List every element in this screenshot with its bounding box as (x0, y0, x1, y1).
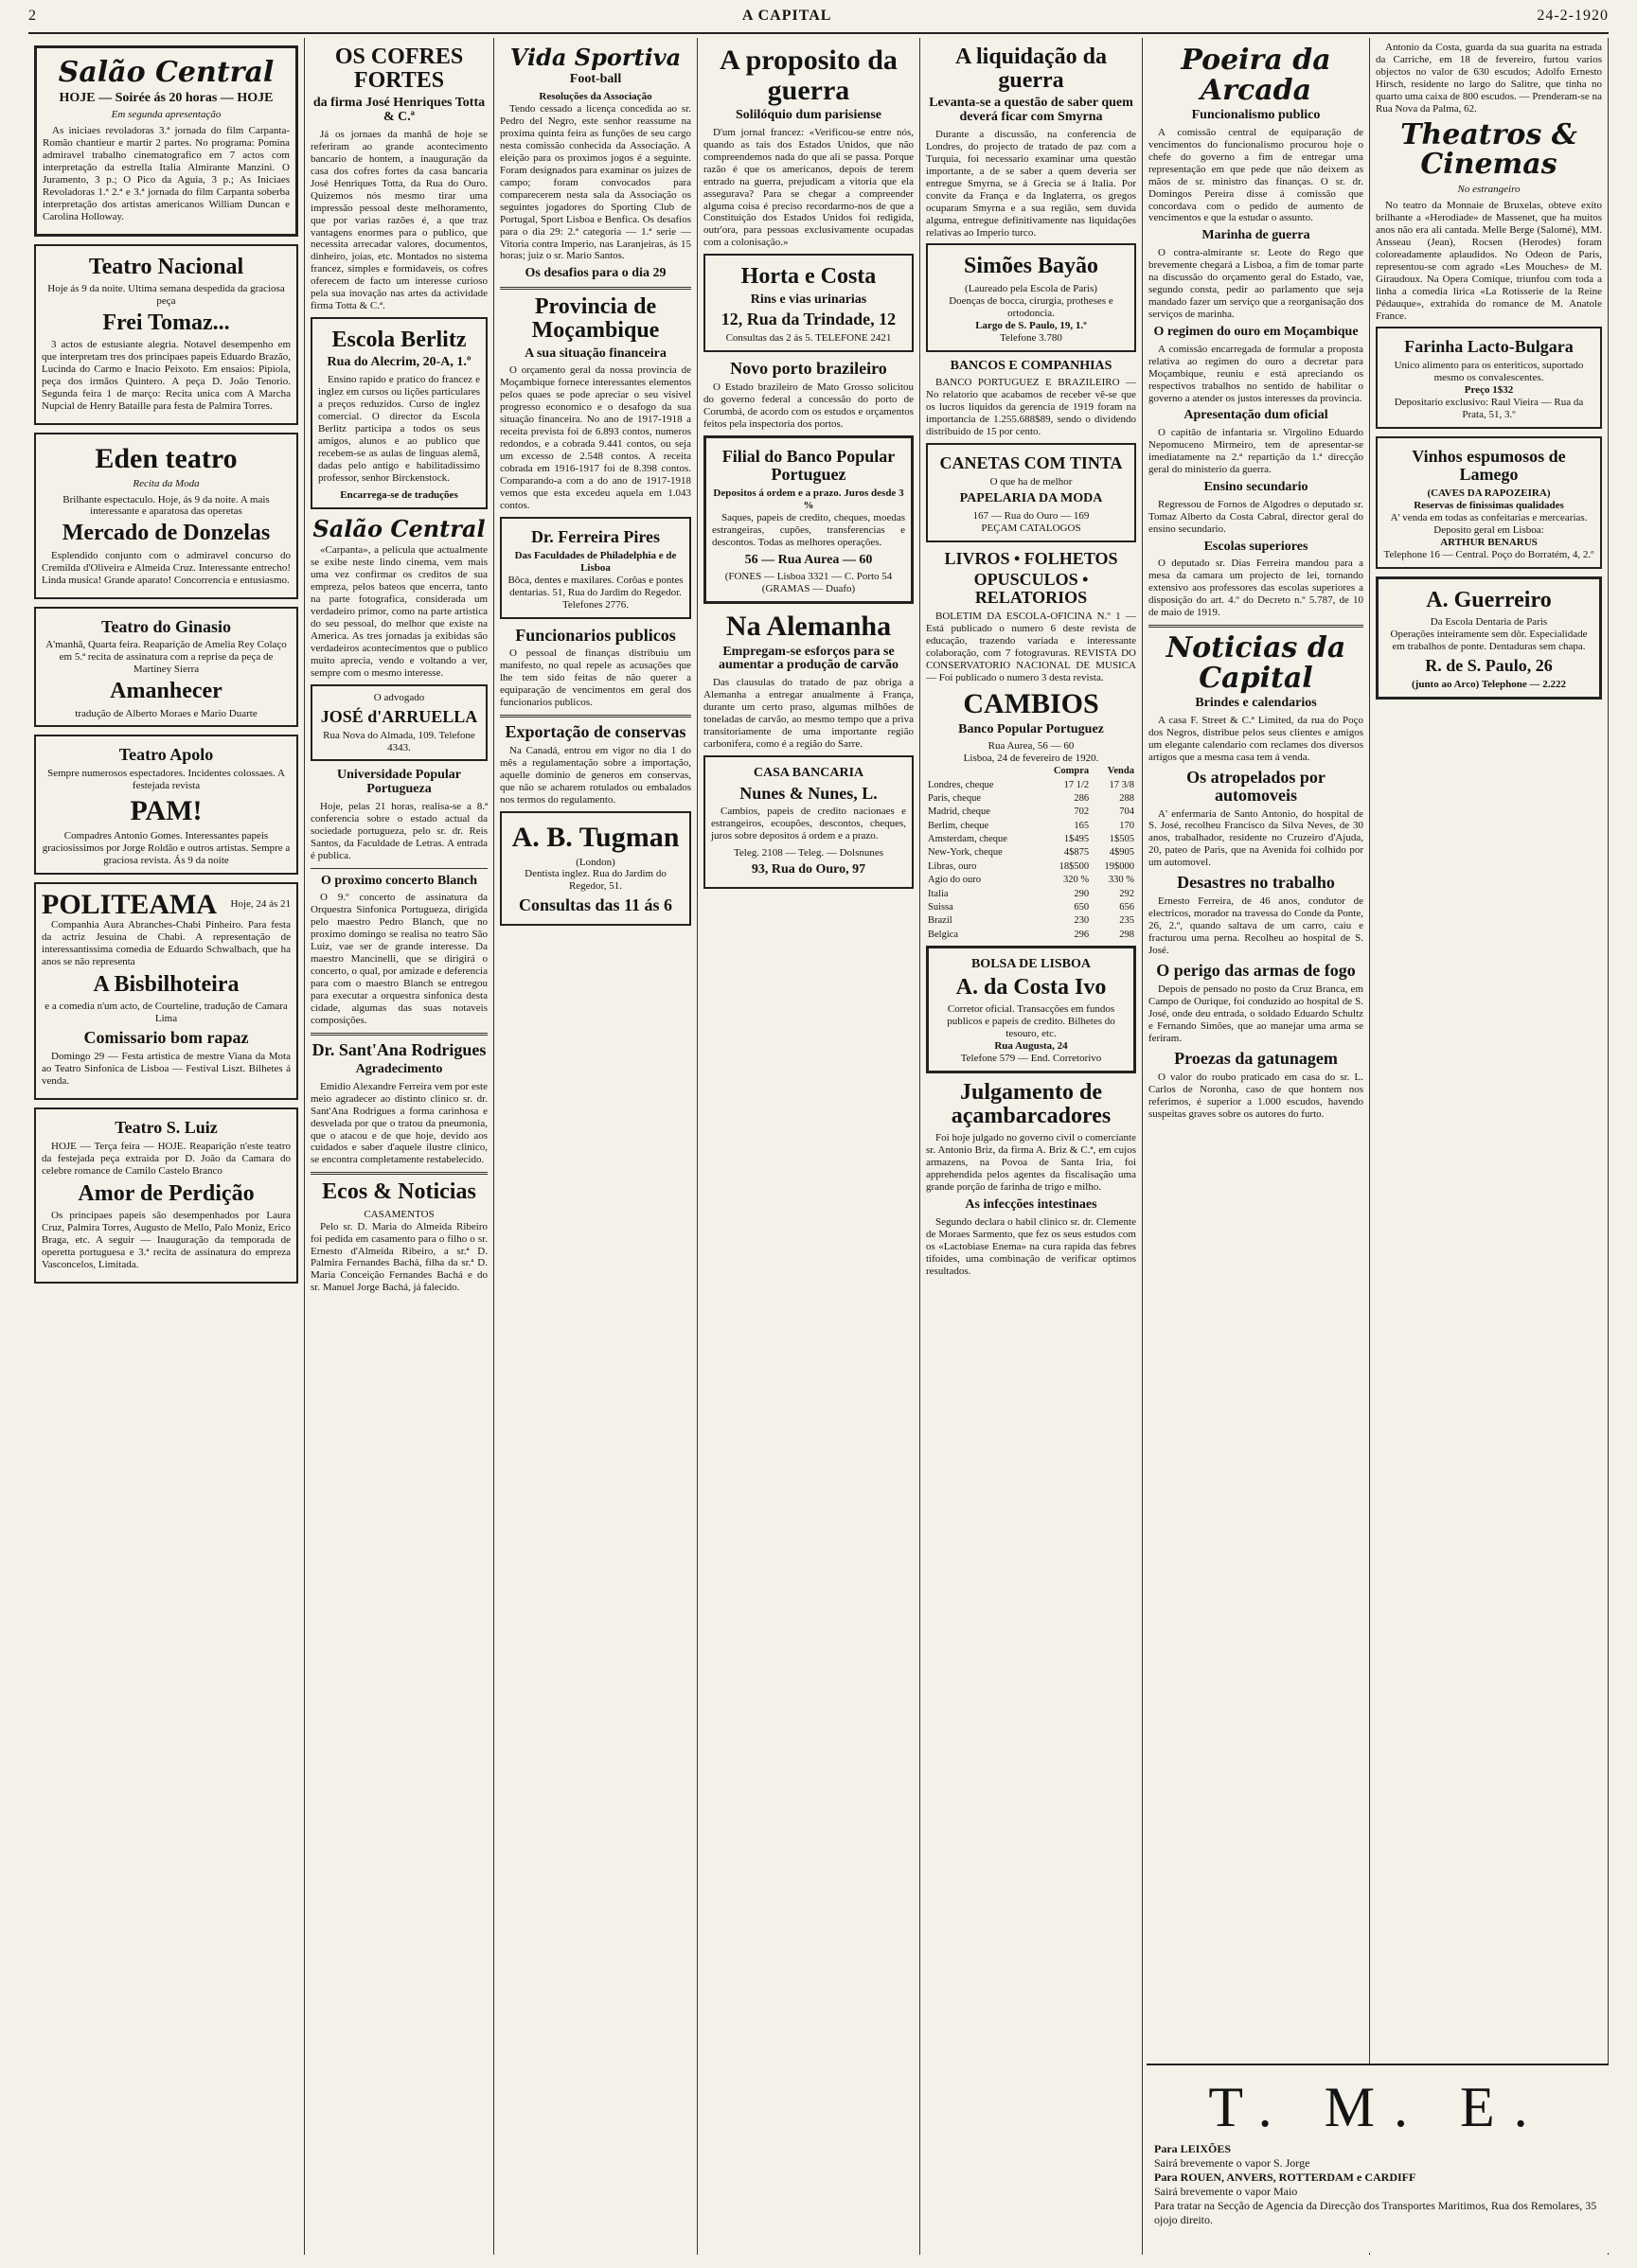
tme-line1-label: Para LEIXÕES (1154, 2142, 1232, 2155)
cambios-header-cell: Venda (1107, 766, 1134, 777)
masthead (28, 0, 1609, 34)
horta-addr: 12, Rua da Trindade, 12 (721, 310, 897, 329)
santana-text: Emidio Alexandre Ferreira vem por este meio agradecer ao distinto clinico sr. dr. Sant'Ana Rodrigues a forma carinhosa e desvelada por que o tratou da pneumonia, que o atacou e de que hoje, devido aos cuidados e saber d'aquele ilustre clinico, se encontra completamente restabelecido. (311, 1080, 488, 1166)
table-row (926, 888, 1136, 901)
tme-title: T. M. E. (1208, 2076, 1547, 2138)
tme-ad (1147, 2064, 1609, 2253)
bolsa-tel: Telefone 579 — End. Corretorivo (960, 1052, 1102, 1064)
table-row (926, 806, 1136, 819)
oficial-title: Apresentação dum oficial (1183, 408, 1328, 423)
provincia-text: O orçamento geral da nossa provincia de Moçambique fornece interessantes elementos pelos quaes se pode apreciar o seu visivel progresso economico e o desafogo da sua situação financeira. No ano de 1917-1918 a receita prevista foi de 6.893 contos, numeros redondos, e a cobrada 9.441 contos, ou seja um excesso de 2.548 contos. A receita cobrada em 1916-1917 foi de 8.398 contos. Comparando-a com a do ano de 1917-1918 vemos que esta excedeu aquela em 1.043 contos. (500, 364, 691, 511)
gatunagem-text: O valor do roubo praticado em casa do sr. L. Carlos de Noronha, caso de que hontem nos referimos, é superior a 1.000 escudos, havendo suspeitas graves sobre os autores do furto. (1148, 1071, 1363, 1120)
table-cell: Brazil (928, 915, 952, 927)
table-cell: Italia (928, 888, 949, 899)
cambios-addr: Rua Aurea, 56 — 60 (988, 740, 1075, 753)
proposito-title: A proposito da guerra (720, 44, 898, 106)
table-cell: 170 (1119, 820, 1134, 831)
liquidacao-sub: Levanta-se a questão de saber quem deverá ficar com Smyrna (929, 96, 1133, 125)
bancos-text: BANCO PORTUGUEZ E BRAZILEIRO — No relatorio que acabamos de receber vê-se que os lucros liquidos da gerencia de 1919 foram na importancia de 1.255.688$89, sendo o dividendo distribuido de 15 por cento. (926, 377, 1136, 438)
ferreira-title: Dr. Ferreira Pires (530, 526, 661, 546)
exportacao-text: Na Canadá, entrou em vigor no dia 1 do mês a regulamentação sobre a importação, aquelle dominio de generos em conservas, que não se acharem rotulados ou embalados nos termos do regulamento. (500, 745, 691, 806)
ferreira-ad (500, 517, 691, 619)
salao2-text: «Carpanta», a pelicula que actualmente se exibe neste lindo cinema, vem mais uma vez confirmar os creditos de sua empreza, pelos bateos que encerra, tanto na parte fotografica, considerada um verdadeiro primor, como na parte artistica do seu pessoal, do melhor que existe na America. As tres jornadas ja exibidas são verdadeiros acontecimentos que o publico muito aprecia, vendo e voltando a ver, sempre com o mesmo interesse. (311, 544, 488, 679)
apolo-text2: Compadres Antonio Gomes. Interessantes papeis graciosissimos por Jorge Roldão e outros artistas. Sempre a graciosa revista. Ás 9 da noite (42, 829, 291, 866)
table-cell: 296 (1074, 929, 1090, 940)
guerreiro-text: Operações inteiramente sem dôr. Especialidade em trabalhos de ponte. Dentaduras sem chapa. (1390, 628, 1588, 652)
table-cell: 330 % (1108, 875, 1134, 886)
advogado-addr: Rua Nova do Almada, 109. Telefone 4343. (323, 729, 475, 753)
farinha-price: Preço 1$32 (1464, 384, 1514, 397)
column-1 (28, 38, 305, 2255)
cambios-rows (926, 779, 1136, 943)
table-row (926, 874, 1136, 887)
desastres-text: Ernesto Ferreira, de 46 anos, condutor de electricos, morador na travessa do Conde da Ponte, 26, 2.º, quando saltava de um carro, caiu e fracturou uma perna. Recolheu ao hospital de S. José. (1148, 895, 1363, 957)
berlitz-title: Escola Berlitz (331, 328, 467, 353)
farinha-addr: Depositario exclusivo: Raul Vieira — Rua da Prata, 51, 3.º (1394, 397, 1584, 421)
guerreiro-title: A. Guerreiro (1426, 587, 1552, 612)
simoes-title: Simões Bayão (963, 254, 1098, 279)
nacional-lines: Hoje ás 9 da noite. Ultima semana despedida da graciosa peça (47, 283, 285, 308)
cambios-date: Lisboa, 24 de fevereiro de 1920. (963, 753, 1099, 765)
eden-text2: Esplendido conjunto com o admiravel concurso do Cremilda d'Oliveira e Almeida Cruz. Interessante entrecho! Linda musica! Grande aparato! Concorrencia e entusiasmo. (42, 549, 291, 586)
table-cell: 19$000 (1104, 860, 1134, 872)
ginasio-title: Teatro do Ginasio (100, 616, 232, 636)
horta-ad (703, 254, 914, 352)
table-row (926, 779, 1136, 792)
ginasio-show: Amanhecer (110, 679, 222, 704)
tme-line3-text: Para tratar na Secção de Agencia da Direcção dos Transportes Maritimos, Rua dos Remolares, 35 ojojo direito. (1154, 2199, 1597, 2226)
politeama-show: A Bisbilhoteira (93, 972, 240, 998)
infeccoes-title: As infecções intestinaes (965, 1196, 1097, 1212)
column-2 (305, 38, 494, 2255)
noticias-text: A casa F. Street & C.ª Limited, da rua do Poço dos Negros, distribue pelos seus clientes e amigos um elegante calendario com reclames dos diversos artigos que a mesma casa tem á venda. (1148, 714, 1363, 763)
advogado-title: O advogado (373, 691, 425, 703)
eden-text: Brilhante espectaculo. Hoje, ás 9 da noite. A mais interessante e aparatosa das operetas (62, 493, 270, 518)
canetas-addr: 167 — Rua do Ouro — 169 (972, 509, 1090, 522)
nacional-title: Teatro Nacional (88, 254, 244, 279)
bolsa-text: Corretor oficial. Transacções em fundos publicos e papeis de credito. Bilhetes do tesouro, etc. (947, 1002, 1115, 1039)
table-cell: New-York, cheque (928, 847, 1003, 859)
poeira-title: Poeira da Arcada (1181, 44, 1331, 107)
table-cell: Libras, ouro (928, 860, 977, 872)
salao-title: Salão Central (58, 56, 275, 89)
bancaria-sub: Nunes & Nunes, L. (739, 783, 878, 803)
infeccoes-text: Segundo declara o habil clinico sr. dr. Clemente de Moraes Sarmento, que fez os seus estudos com os «Lactobiase Enema» na cura rapida das febres tifoides, uma combinação de verificar optimos resultados. (926, 1215, 1136, 1277)
vinhos-text: A' venda em todas as confeitarias e mercearias. Deposito geral em Lisboa: (1390, 511, 1588, 536)
guerreiro-tel: (junto ao Arco) Telephone — 2.222 (1412, 678, 1566, 690)
table-cell: 320 % (1063, 875, 1090, 886)
teatro-nacional-ad (34, 244, 298, 425)
politeama-text2: e a comedia n'um acto, de Courteline, tradução de Camara Lima (44, 1001, 288, 1025)
politeama-show2: Comissario bom rapaz (83, 1028, 249, 1048)
superior-text: O deputado sr. Dias Ferreira mandou para a mesa da camara um projecto de lei, tornando extensivo aos professores das escolas superiores a disposição do art. 4.º do Decreto n.º 5.787, de 10 de maio de 1919. (1148, 558, 1363, 619)
superior-title: Escolas superiores (1203, 539, 1308, 554)
page-number: 2 (28, 8, 37, 24)
desafios-title: Os desafios para o dia 29 (525, 266, 667, 281)
nacional-text: 3 actos de estusiante alegria. Notavel desempenho em que interpretam tres dos principaes papeis Eduardo Brazão, Lucinda do Carmo e Inacio Peixoto. Em ensaios: Pipiola, peça dos irmãos Quintero. A peça D. João Tenorio. Segunda feira 1 de março: Recita unica com A Marcha Nupcial de Henry Bataille para festa de Palmira Torres. (42, 339, 291, 413)
table-row (926, 820, 1136, 833)
table-cell: 230 (1074, 915, 1090, 927)
eden-title: Eden teatro (95, 443, 238, 475)
table-cell: Belgica (928, 929, 959, 940)
table-row (926, 901, 1136, 914)
table-row (926, 929, 1136, 942)
bancaria-title: CASA BANCARIA (753, 765, 864, 780)
vinhos-addr: Telephone 16 — Central. Poço do Borratém, 4, 2.º (1383, 548, 1594, 560)
apolo-title: Teatro Apolo (118, 745, 214, 765)
oficial-text: O capitão de infantaria sr. Virgolino Eduardo Nepomuceno Mirmeiro, tem de apresentar-se imediatamente na 2.ª repartição da 1.ª direcção geral do ministerio da guerra. (1148, 427, 1363, 476)
cofres-title: OS COFRES FORTES (334, 44, 464, 94)
cambios-header-cell: Compra (1053, 766, 1090, 777)
table-cell: 1$505 (1109, 834, 1134, 844)
canetas-text: PAPELARIA DA MODA (959, 490, 1103, 505)
tugman-title: A. B. Tugman (511, 822, 680, 854)
table-cell: 702 (1074, 806, 1090, 818)
cambios-table (926, 765, 1136, 942)
table-cell: Madrid, cheque (928, 806, 990, 818)
salao-when: HOJE — Soirée ás 20 horas — HOJE (59, 90, 274, 105)
ecos-text: Pelo sr. D. Maria do Almeida Ribeiro foi pedida em casamento para o filho o sr. Ernesto d'Almeida Ribeiro, a sr.ª D. Palmira Fernandes Bachá, filha da sr.ª D. Maria Conceição Fernandes Bachá e do sr. Manuel Jorge Bachá, já falecido. (311, 1220, 488, 1294)
salao-lines: As iniciaes revoladoras 3.ª jornada do film Carpanta-Romão chantieur e martir 2 partes. No programa: Pomina admiravel trabalho cinematografico em 7 actos com interpretação da estrella Italia Almirante Manzini. O Juramento, 3 p.; O Pico da Aguia, 3 p.; As Iniciaes Revoladoras 1.ª 2.ª e 3.ª jornada do film Carpanta soberba interpretação dos artistas americanos William Duncan e Carolina Holloway. (43, 125, 290, 222)
canetas-sub: O que ha de melhor (989, 475, 1073, 487)
apolo-show: PAM! (130, 795, 203, 827)
tme-line2-label: Para ROUEN, ANVERS, ROTTERDAM e CARDIFF (1154, 2171, 1416, 2184)
funcionarios-text: O pessoal de finanças distribuiu um manifesto, no qual repele as acusações que lhe tem sido feitas de não querer a equiparação de vencimentos em geral dos funcionarios publicos. (500, 647, 691, 709)
eden-teatro-ad (34, 433, 298, 599)
eden-sub: Recita da Moda (133, 477, 200, 489)
ginasio-text2: tradução de Alberto Moraes e Mario Duarte (75, 707, 258, 719)
livros-title: LIVROS • FOLHETOS (944, 548, 1118, 568)
sluiz-show: Amor de Perdição (78, 1180, 255, 1206)
santana-title: Dr. Sant'Ana Rodrigues (311, 1040, 487, 1060)
table-cell: Agio do ouro (928, 875, 981, 886)
table-row (926, 792, 1136, 806)
concerto-title: O proximo concerto Blanch (320, 873, 477, 888)
table-cell: Amsterdam, cheque (928, 834, 1007, 844)
guerreiro-sub: Da Escola Dentaria de Paris (1430, 615, 1548, 628)
canetas-title: CANETAS COM TINTA (939, 453, 1123, 473)
politeama-title: POLITEAMA (42, 888, 218, 920)
table-cell: 298 (1119, 929, 1134, 940)
desastres-title: Desastres no trabalho (1177, 873, 1335, 893)
tugman-foot: Consultas das 11 ás 6 (518, 895, 673, 915)
ferreira-sub: Das Faculdades de Philadelphia e de Lisboa (514, 549, 677, 574)
ginasio-ad (34, 607, 298, 728)
guerreiro-ad (1376, 576, 1602, 700)
marinha-text: O contra-almirante sr. Leote do Rego que brevemente chegará a Lisboa, a fim de tomar parte na discussão do orçamento geral do Estado, vae, segundo consta, pedir ao parlamento que seja mandado fazer um serviço que a reorganisação dos serviços de marinha. (1148, 247, 1363, 320)
bolsa-title: BOLSA DE LISBOA (970, 957, 1092, 971)
table-cell: 18$500 (1059, 860, 1090, 872)
banco-title: Filial do Banco Popular Portuguez (721, 446, 896, 484)
santana-sub: Agradecimento (355, 1061, 443, 1076)
advogado-ad (311, 684, 488, 762)
berlitz-text: Ensino rapido e pratico do francez e inglez em cursos ou lições particulares a preços reduzidos. Curso de inglez comercial. O director da Escola Berlitz participa a todos os seus amigos, alunos e ao publico que recebem-se as aulas de linguas alemã, dadas pelo antigo e habilitadissimo professor, senhor Birckenstock. (318, 374, 480, 484)
teatros-text: No teatro da Monnaie de Bruxelas, obteve exito brilhante a «Herodiade» de Massenet, que ha muitos anos não era ali cantada. Melle Berge (Salomé), MM. Ansseau (Jean), Rocsen (Herodes) foram coloreadamente aplaudidos. No Odeon de Paris, representou-se com agrado «Les Mouches» de M. Giraudoux. Na Opera Comique, triunfou com toda a linha a comedia lirica «La Rotisserie de la Reine Pédauque», extrahida do romance de M. Anatole France. (1376, 199, 1602, 322)
bancaria-ad (703, 755, 914, 889)
col7-top-text: Antonio da Costa, guarda da sua guarita na estrada da Carriche, em 18 de fevereiro, furtou varios objectos no valor de 630 escudos; Adolfo Ernesto Hirsch, residente no largo do Salitre, que tinha no quarto uma caixa de 800 escudos. — Prenderam-se na Rua Nova da Palma, 62. (1376, 42, 1602, 115)
table-cell: 286 (1074, 792, 1090, 804)
secundario-title: Ensino secundario (1203, 480, 1308, 495)
issue-date: 24-2-1920 (1537, 8, 1609, 24)
eden-show: Mercado de Donzelas (62, 521, 271, 546)
canetas-foot: PEÇAM CATALOGOS (981, 522, 1081, 534)
table-cell: 17 3/8 (1109, 779, 1134, 790)
universidade-title: Universidade Popular Portugueza (336, 768, 462, 797)
teatros-sub: No estrangeiro (1457, 183, 1521, 195)
sluiz-text: HOJE — Terça feira — HOJE. Reaparição n'este teatro da festejada peça extraida por D. João da Camara do celebre romance de Camilo Castelo Branco (42, 1140, 291, 1177)
armas-text: Depois de pensado no posto da Cruz Branca, em Campo de Ourique, foi conduzido ao hospital de S. José, onde deu entrada, o soldado Eduardo Schultz e Fernando Simões, que ao manejar uma arma se feriram. (1148, 983, 1363, 1044)
table-cell: 1$495 (1063, 834, 1090, 844)
simoes-sub: (Laureado pela Escola de Paris) (965, 282, 1097, 294)
bolsa-sub: A. da Costa Ivo (955, 974, 1107, 1000)
berlitz-foot: Encarrega-se de traduções (340, 488, 458, 501)
provincia-title: Provincia de Moçambique (531, 294, 660, 344)
advogado-name: JOSÉ d'ARRUELLA (320, 706, 478, 726)
table-cell: Berlim, cheque (928, 820, 989, 831)
noticias-title: Noticias da Capital (1165, 631, 1346, 695)
banco-text: Saques, papeis de credito, cheques, moedas estrangeiras, cupões, transferencias e descontos. Todas as melhores operações. (712, 511, 905, 548)
cambios-header-cell (926, 765, 1039, 778)
column-3 (494, 38, 698, 2255)
berlitz-sub: Rua do Alecrim, 20-A, 1.º (327, 355, 472, 370)
atropelados-text: A' enfermaria de Santo Antonio, do hospital de S. José, recolheu Francisco da Silva Neves, de 30 anos, trabalhador, residente no Cruzeiro d'Ajuda, 20, pateo de Paris, que na Avenida foi colhido por um automovel. (1148, 807, 1363, 869)
column-5 (920, 38, 1143, 2255)
table-cell: 704 (1119, 806, 1134, 818)
proposito-sub: Solilóquio dum parisiense (735, 108, 882, 122)
table-cell: 165 (1074, 820, 1090, 831)
ouro-title: O regimen do ouro em Moçambique (1153, 324, 1359, 339)
politeama-date: Hoje, 24 ás 21 (230, 897, 291, 910)
column-6 (1143, 38, 1370, 2255)
bancos-title: BANCOS E COMPANHIAS (950, 358, 1112, 373)
alemanha-title: Na Alemanha (725, 611, 892, 643)
horta-text: Consultas das 2 ás 5. TELEFONE 2421 (725, 332, 892, 345)
table-cell: 288 (1119, 792, 1134, 804)
simoes-text: Doenças de bocca, cirurgia, protheses e ortodoncia. (949, 294, 1113, 319)
ecos-title: Ecos & Noticias (322, 1179, 476, 1205)
liquidacao-text: Durante a discussão, na conferencia de Londres, do projecto de tratado de paz com a Turquia, foi necessario examinar uma questão importante, a de se saber a quem deveria ser entregue Smyrna, se á Grecia se á Italia. Por convite da França e da Inglaterra, os gregos ocuparam Smyrna e a sua região, sem duvida alguma, entregue definitivamente nas liquidações relativas ao Imperio turco. (926, 128, 1136, 239)
cofres-text: Já os jornaes da manhã de hoje se referiram ao grande acontecimento bancario de hontem, a inauguração da casa dos cofres fortes da casa bancaria José Henriques Totta, da Rua do Ouro. Quizemos nós mesmo tirar uma impressão pessoal deste melhoramento, que por varias razões é, a que traz vantagens enormes para o publico, que necessita arrecadar valores, documentos, dinheiro, joias, etc. Montados no sistema francez, simples e formidaveis, os cofres oferecem de facto um interesse curioso pela sua inovação nas artes da actividade firma Totta & C.ª. (311, 128, 488, 312)
salao-central-ad (34, 45, 298, 237)
secundario-text: Regressou de Fornos de Algodres o deputado sr. Tomaz Alberto da Costa Cabral, director geral do ensino secundario. (1148, 498, 1363, 535)
tme-line2-text: Sairá brevemente o vapor Maio (1154, 2185, 1298, 2198)
tugman-ad (500, 811, 691, 926)
banco-sub: Depositos á ordem e a prazo. Juros desde 3 % (713, 487, 904, 511)
vinhos-name: ARTHUR BENARUS (1440, 536, 1538, 548)
alemanha-sub: Empregam-se esforços para se aumentar a produção de carvão (718, 644, 899, 673)
table-cell: 656 (1119, 901, 1134, 913)
vida-sub2: Resoluções da Associação (539, 90, 652, 102)
vida-sub: Foot-ball (569, 72, 622, 87)
table-cell: 4$875 (1063, 847, 1090, 859)
cambios-title: CAMBIOS (963, 688, 1099, 719)
provincia-sub: A sua situação financeira (525, 346, 667, 361)
salao2-title: Salão Central (312, 514, 486, 542)
bolsa-ad (926, 946, 1136, 1073)
sluiz-title: Teatro S. Luiz (115, 1118, 218, 1138)
livros-text: BOLETIM DA ESCOLA-OFICINA N.º 1 — Está publicado o numero 6 deste revista de educação, trazendo variada e interessante colaboração, com 7 fotogravuras. REVISTA DO CONSERVATORIO NACIONAL DE MUSICA — Foi publicado o numero 3 desta revista. (926, 611, 1136, 684)
simoes-ad (926, 243, 1136, 351)
gatunagem-title: Proezas da gatunagem (1174, 1048, 1338, 1068)
ecos-sub: CASAMENTOS (364, 1208, 435, 1220)
cambios-header-row (926, 765, 1136, 778)
simoes-addr: Largo de S. Paulo, 19, 1.º (975, 319, 1087, 331)
table-row (926, 833, 1136, 846)
vinhos-title: Vinhos espumosos de Lamego (1412, 447, 1566, 485)
banco-tel: (FONES — Lisboa 3321 — C. Porto 54 (GRAMAS — Duafo) (724, 571, 893, 595)
poeira-text: A comissão central de equiparação de vencimentos do funcionalismo procurou hoje o chefe do governo a fim de entregar uma representação em que pede que não deixem as mãos de sr. ministro das finanças. O sr. dr. Domingos Pereira disse á comissão que concordava com o pedido de aumento de vencimentos e que la estudar o assunto. (1148, 126, 1363, 224)
atropelados-title: Os atropelados por automoveis (1186, 767, 1326, 805)
table-cell: Londres, cheque (928, 779, 994, 790)
exportacao-title: Exportação de conservas (505, 722, 686, 742)
table-cell: 650 (1074, 901, 1090, 913)
column-4 (698, 38, 920, 2255)
funcionarios-title: Funcionarios publicos (515, 625, 676, 645)
ouro-text: A comissão encarregada de formular a proposta relativa ao regimen do ouro a decretar para Moçambique, reuniu e está apreciando os respectivos trabalhos no sentido de habilitar o governo a atender os justos interesses da provincia. (1148, 343, 1363, 404)
vinhos-ad (1376, 436, 1602, 569)
concerto-text: O 9.º concerto de assinatura da Orquestra Sinfonica Portugueza, dirigida pelo maestro Pedro Blanch, que no proximo domingo se realisa no teatro São Luiz, vae ser de grande interesse. Da maestro Mancinelli, que se dirigirá o concerto, o qual, por amizade e deferencia para com o maestro Blanch se entregou para executar a orquestra sinfonica desta cidade, algumas das suas notaveis composições. (311, 892, 488, 1027)
table-cell: 17 1/2 (1063, 779, 1090, 790)
liquidacao-title: A liquidação da guerra (954, 44, 1108, 94)
table-row (926, 860, 1136, 874)
politeama-ad (34, 882, 298, 1100)
table-row (926, 914, 1136, 928)
armas-title: O perigo das armas de fogo (1156, 961, 1356, 981)
tugman-sub: (London) (576, 856, 615, 868)
paper-name: A CAPITAL (741, 8, 832, 24)
vida-text: Tendo cessado a licença concedida ao sr. Pedro del Negro, este senhor reassume na proxima quinta feira as funções de seu cargo nesta comissão conhecida da Associação. A eleição para os proximos jogos é a seguinte. Foram designados para examinar os juizes de campo; foram convocados para comparecerem nesta sala da Associação os seguintes jogadores do Sporting Club de Portugal, Sport Lisboa e Benfica. Os desafios para o dia 29: 2.ª categoria — 1.ª serie — Vitoria contra Imperio, nas Laranjeiras, ás 15 horas; juiz o sr. Mario Santos. (500, 102, 691, 262)
column-7 (1370, 38, 1609, 2255)
ferreira-text: Bôca, dentes e maxilares. Corôas e pontes dentarias. 51, Rua do Jardim do Regedor. Telefones 2776. (507, 574, 684, 611)
ginasio-text: A'manhã, Quarta feira. Reaparição de Amelia Rey Colaço em 5.ª recita de assinatura com a reprise da peça de Martiney Sierra (45, 639, 287, 676)
table-row (926, 846, 1136, 859)
julgamento-title: Julgamento de açambarcadores (951, 1079, 1112, 1128)
bancaria-addr: Teleg. 2108 — Teleg. — Dolsnunes (733, 847, 884, 859)
noticias-sub: Brindes e calendarios (1195, 696, 1317, 711)
table-cell: 292 (1119, 888, 1134, 899)
teatros-title: Theatros & Cinemas (1400, 117, 1577, 182)
guerreiro-addr: R. de S. Paulo, 26 (1425, 655, 1553, 675)
table-cell: 4$905 (1109, 847, 1134, 859)
porto-title: Novo porto brazileiro (730, 359, 887, 379)
simoes-tel: Telefone 3.780 (1000, 331, 1062, 344)
farinha-ad (1376, 327, 1602, 429)
salao-sub: Em segunda apresentação (111, 109, 222, 121)
sluiz-ad (34, 1107, 298, 1284)
livros-title2: OPUSCULOS • RELATORIOS (973, 570, 1089, 608)
tugman-text: Dentista inglez. Rua do Jardim do Regedor, 51. (525, 868, 667, 893)
vida-title: Vida Sportiva (509, 44, 682, 71)
vinhos-sub2: Reservas de finissimas qualidades (1414, 499, 1564, 511)
banco-addr: 56 — Rua Aurea — 60 (744, 552, 873, 567)
table-cell: Paris, cheque (928, 792, 981, 804)
sluiz-text2: Os principaes papeis são desempenhados por Laura Cruz, Palmira Torres, Augusto de Mello, Palo Moniz, Erico Braga, etc. A seguir — Inauguração da temporada de operetta portuguesa e 3.ª recita de assinatura do empreza Vasconcelos, Limitada. (42, 1210, 291, 1270)
table-cell: 290 (1074, 888, 1090, 899)
bancaria-addr2: 93, Rua do Ouro, 97 (751, 862, 866, 877)
horta-title: Horta e Costa (740, 264, 877, 290)
politeama-text3: Domingo 29 — Festa artistica de mestre Viana da Mota ao Teatro Sinfonica de Lisboa — Festival Liszt. Bilhetes á venda. (42, 1051, 291, 1088)
cofres-sub: da firma José Henriques Totta & C.ª (312, 96, 486, 125)
alemanha-text: Das clausulas do tratado de paz obriga a Alemanha a entregar anualmente á França, durante um certo praso, algumas milhões de toneladas de carvão, ao mesmo tempo que a priva transitoriamente de uma importante região carbonifera, como é a região do Sarre. (703, 677, 914, 750)
cambios-sub: Banco Popular Portuguez (958, 721, 1104, 736)
horta-sub: Rins e vias urinarias (750, 292, 867, 307)
farinha-title: Farinha Lacto-Bulgara (1404, 337, 1574, 357)
bancaria-text: Cambios, papeis de credito nacionaes e estrangeiros, ecoupões, descontos, cheques, juros sobre depositos á ordem e a prazo. (711, 806, 906, 842)
farinha-text: Unico alimento para os enteriticos, suportado mesmo os convalescentes. (1394, 360, 1584, 384)
universidade-text: Hoje, pelas 21 horas, realisa-se a 8.ª conferencia sobre o estado actual da sociedade portugueza, pelo sr. dr. Reis Santos, da Faculdade de Letras. A entrada é publica. (311, 800, 488, 861)
banco-popular-ad (703, 435, 914, 604)
marinha-title: Marinha de guerra (1201, 228, 1310, 243)
tme-line1-text: Sairá brevemente o vapor S. Jorge (1154, 2156, 1310, 2170)
politeama-text: Companhia Aura Abranches-Chabi Pinheiro. Para festa da actriz Jesuina de Chabi. A representação de interessantissima comedia de Eduardo Schwalbach, que ha anos se não representa (42, 919, 291, 968)
apolo-ad (34, 735, 298, 874)
nacional-play: Frei Tomaz... (102, 310, 230, 336)
apolo-text: Sempre numerosos espectadores. Incidentes colossaes. A festejada revista (47, 768, 285, 792)
proposito-text: D'um jornal francez: «Verificou-se entre nós, quando as tais dos Estados Unidos, que não compreendemos nada do que ali se passa. Porque razão é que os americanos, depois de terem entrado na guerra, prejudicam a vitoria que ela assegurava? Para se chegar a compreender alguma coisa é preciso recordarmo-nos de que a Constituição dos Estados Unidos foi redigida, outr'ora, para pessoas exclusivamente ocupadas com a colonisação.» (703, 126, 914, 249)
bolsa-addr: Rua Augusta, 24 (994, 1039, 1068, 1052)
table-cell: 235 (1119, 915, 1134, 927)
canetas-ad (926, 443, 1136, 541)
vinhos-sub: (CAVES DA RAPOZEIRA) (1427, 487, 1551, 499)
berlitz-ad (311, 317, 488, 509)
table-cell: Suissa (928, 901, 953, 913)
porto-text: O Estado brazileiro de Mato Grosso solicitou do governo federal a concessão do porto de Corumbá, de acordo com os estudos e orçamentos feitos pela inspectoria dos portos. (703, 381, 914, 430)
julgamento-text: Foi hoje julgado no governo civil o comerciante sr. Antonio Briz, da firma A. Briz & C.ª, em cujos armazens, na Povoa de Santa Iria, foi apprehendida pelos agentes da fiscalisação uma grande porção de farinha de trigo e milho. (926, 1132, 1136, 1193)
poeira-sub: Funcionalismo publico (1191, 108, 1321, 122)
